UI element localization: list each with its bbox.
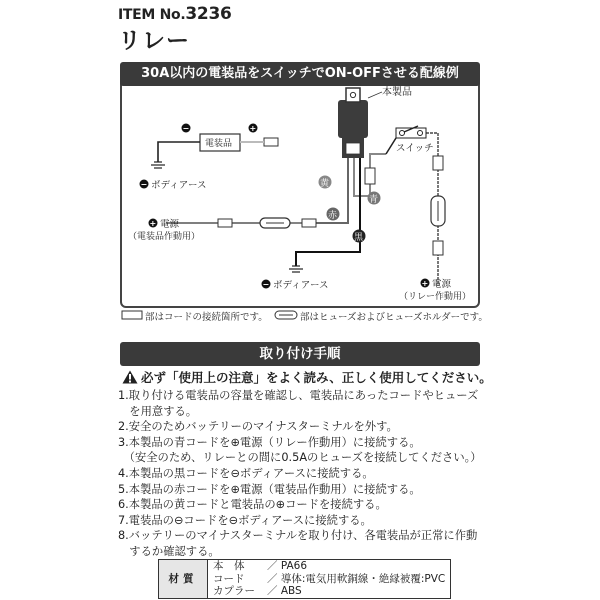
wiring-section-title: 30A以内の電装品をスイッチでON-OFFさせる配線例 xyxy=(120,62,480,86)
earth1-minus-symbol: − xyxy=(140,180,148,189)
fuse-legend-icon xyxy=(274,310,298,320)
warning-text: 必ず「使用上の注意」をよく読み、正しく使用してください。 xyxy=(141,370,492,385)
red-wire-label: 赤 xyxy=(328,211,338,221)
step-line: 3.本製品の青コードを⊕電源（リレー作動用）に接続する。 xyxy=(118,435,421,449)
step-line: 4.本製品の黒コードを⊖ボディアースに接続する。 xyxy=(118,466,374,480)
relay-unit xyxy=(338,100,368,138)
material-values xyxy=(208,560,451,599)
step-line: 6.本製品の黄コードと電装品の⊕コードを接続する。 xyxy=(118,498,387,512)
item-number-value: 3236 xyxy=(185,4,232,24)
item-prefix: ITEM No. xyxy=(118,7,186,23)
product-label: 本製品 xyxy=(382,87,412,98)
warning-notice xyxy=(122,368,492,386)
device-power-sub: （電装品作動用） xyxy=(128,232,201,242)
body-earth-label-2: ボディアース xyxy=(273,280,329,291)
spec-value: 導体:電気用軟銅線・絶縁被覆:PVC xyxy=(280,572,446,585)
wiring-diagram xyxy=(120,86,480,306)
yellow-wire-label: 黄 xyxy=(320,179,330,189)
step-line: 1.取り付ける電装品の容量を確認し、電装品にあったコードやヒューズ xyxy=(118,389,479,402)
device-power-label: 電源 xyxy=(160,219,180,230)
spec-key: カプラー xyxy=(213,585,255,597)
earth2-minus-symbol: − xyxy=(262,280,270,289)
blue-wire-label: 青 xyxy=(369,195,379,205)
legend-fuse: 部はヒューズおよびヒューズホルダーです。 xyxy=(300,312,488,323)
device-plus-symbol: + xyxy=(249,124,257,133)
spec-key: コード xyxy=(213,572,245,585)
spec-value: PA66 xyxy=(280,560,308,572)
spec-row-body: 本 体 ／ PA66 xyxy=(213,560,308,572)
black-wire-label: 黒 xyxy=(354,233,364,243)
procedure-steps xyxy=(118,388,488,560)
step-line: を用意する。 xyxy=(118,404,198,418)
relay-power-sub: （リレー作動用） xyxy=(399,292,472,302)
spec-key: 本 体 xyxy=(213,560,245,572)
step-line: 5.本製品の赤コードを⊕電源（電装品作動用）に接続する。 xyxy=(118,482,421,496)
step-line: （安全のため、リレーとの間に0.5Aのヒューズを接続してください。） xyxy=(118,451,482,465)
step-line: 7.電装品の⊖コードを⊖ボディアースに接続する。 xyxy=(118,513,372,527)
step-line: するか確認する。 xyxy=(118,544,220,558)
material-spec-table xyxy=(158,559,451,599)
item-number xyxy=(118,4,232,24)
material-label: 材質 xyxy=(159,560,208,599)
device-power-plus-symbol: + xyxy=(149,219,157,228)
procedure-section-title: 取り付け手順 xyxy=(120,342,480,366)
step-line: 8.バッテリーのマイナスターミナルを取り付け、各電装品が正常に作動 xyxy=(118,529,478,543)
spec-row-cord: コード ／ 導体:電気用軟銅線・絶縁被覆:PVC xyxy=(213,572,446,585)
legend-connection: 部はコードの接続箇所です。 xyxy=(145,312,268,323)
relay-hole xyxy=(350,92,355,97)
device-minus-symbol: − xyxy=(182,124,190,133)
warning-triangle-icon xyxy=(122,370,138,384)
device-label: 電装品 xyxy=(205,139,233,149)
connection-legend-icon xyxy=(121,310,143,320)
product-title: リレー xyxy=(118,28,190,54)
switch-label: スイッチ xyxy=(396,143,434,154)
relay-power-label: 電源 xyxy=(432,279,452,290)
relay-power-plus-symbol: + xyxy=(421,279,429,288)
spec-value: ABS xyxy=(280,585,302,597)
step-line: 2.安全のためバッテリーのマイナスターミナルを外す。 xyxy=(118,420,398,434)
body-earth-label-1: ボディアース xyxy=(151,180,207,191)
spec-row-coupler: カプラー ／ ABS xyxy=(213,585,302,597)
